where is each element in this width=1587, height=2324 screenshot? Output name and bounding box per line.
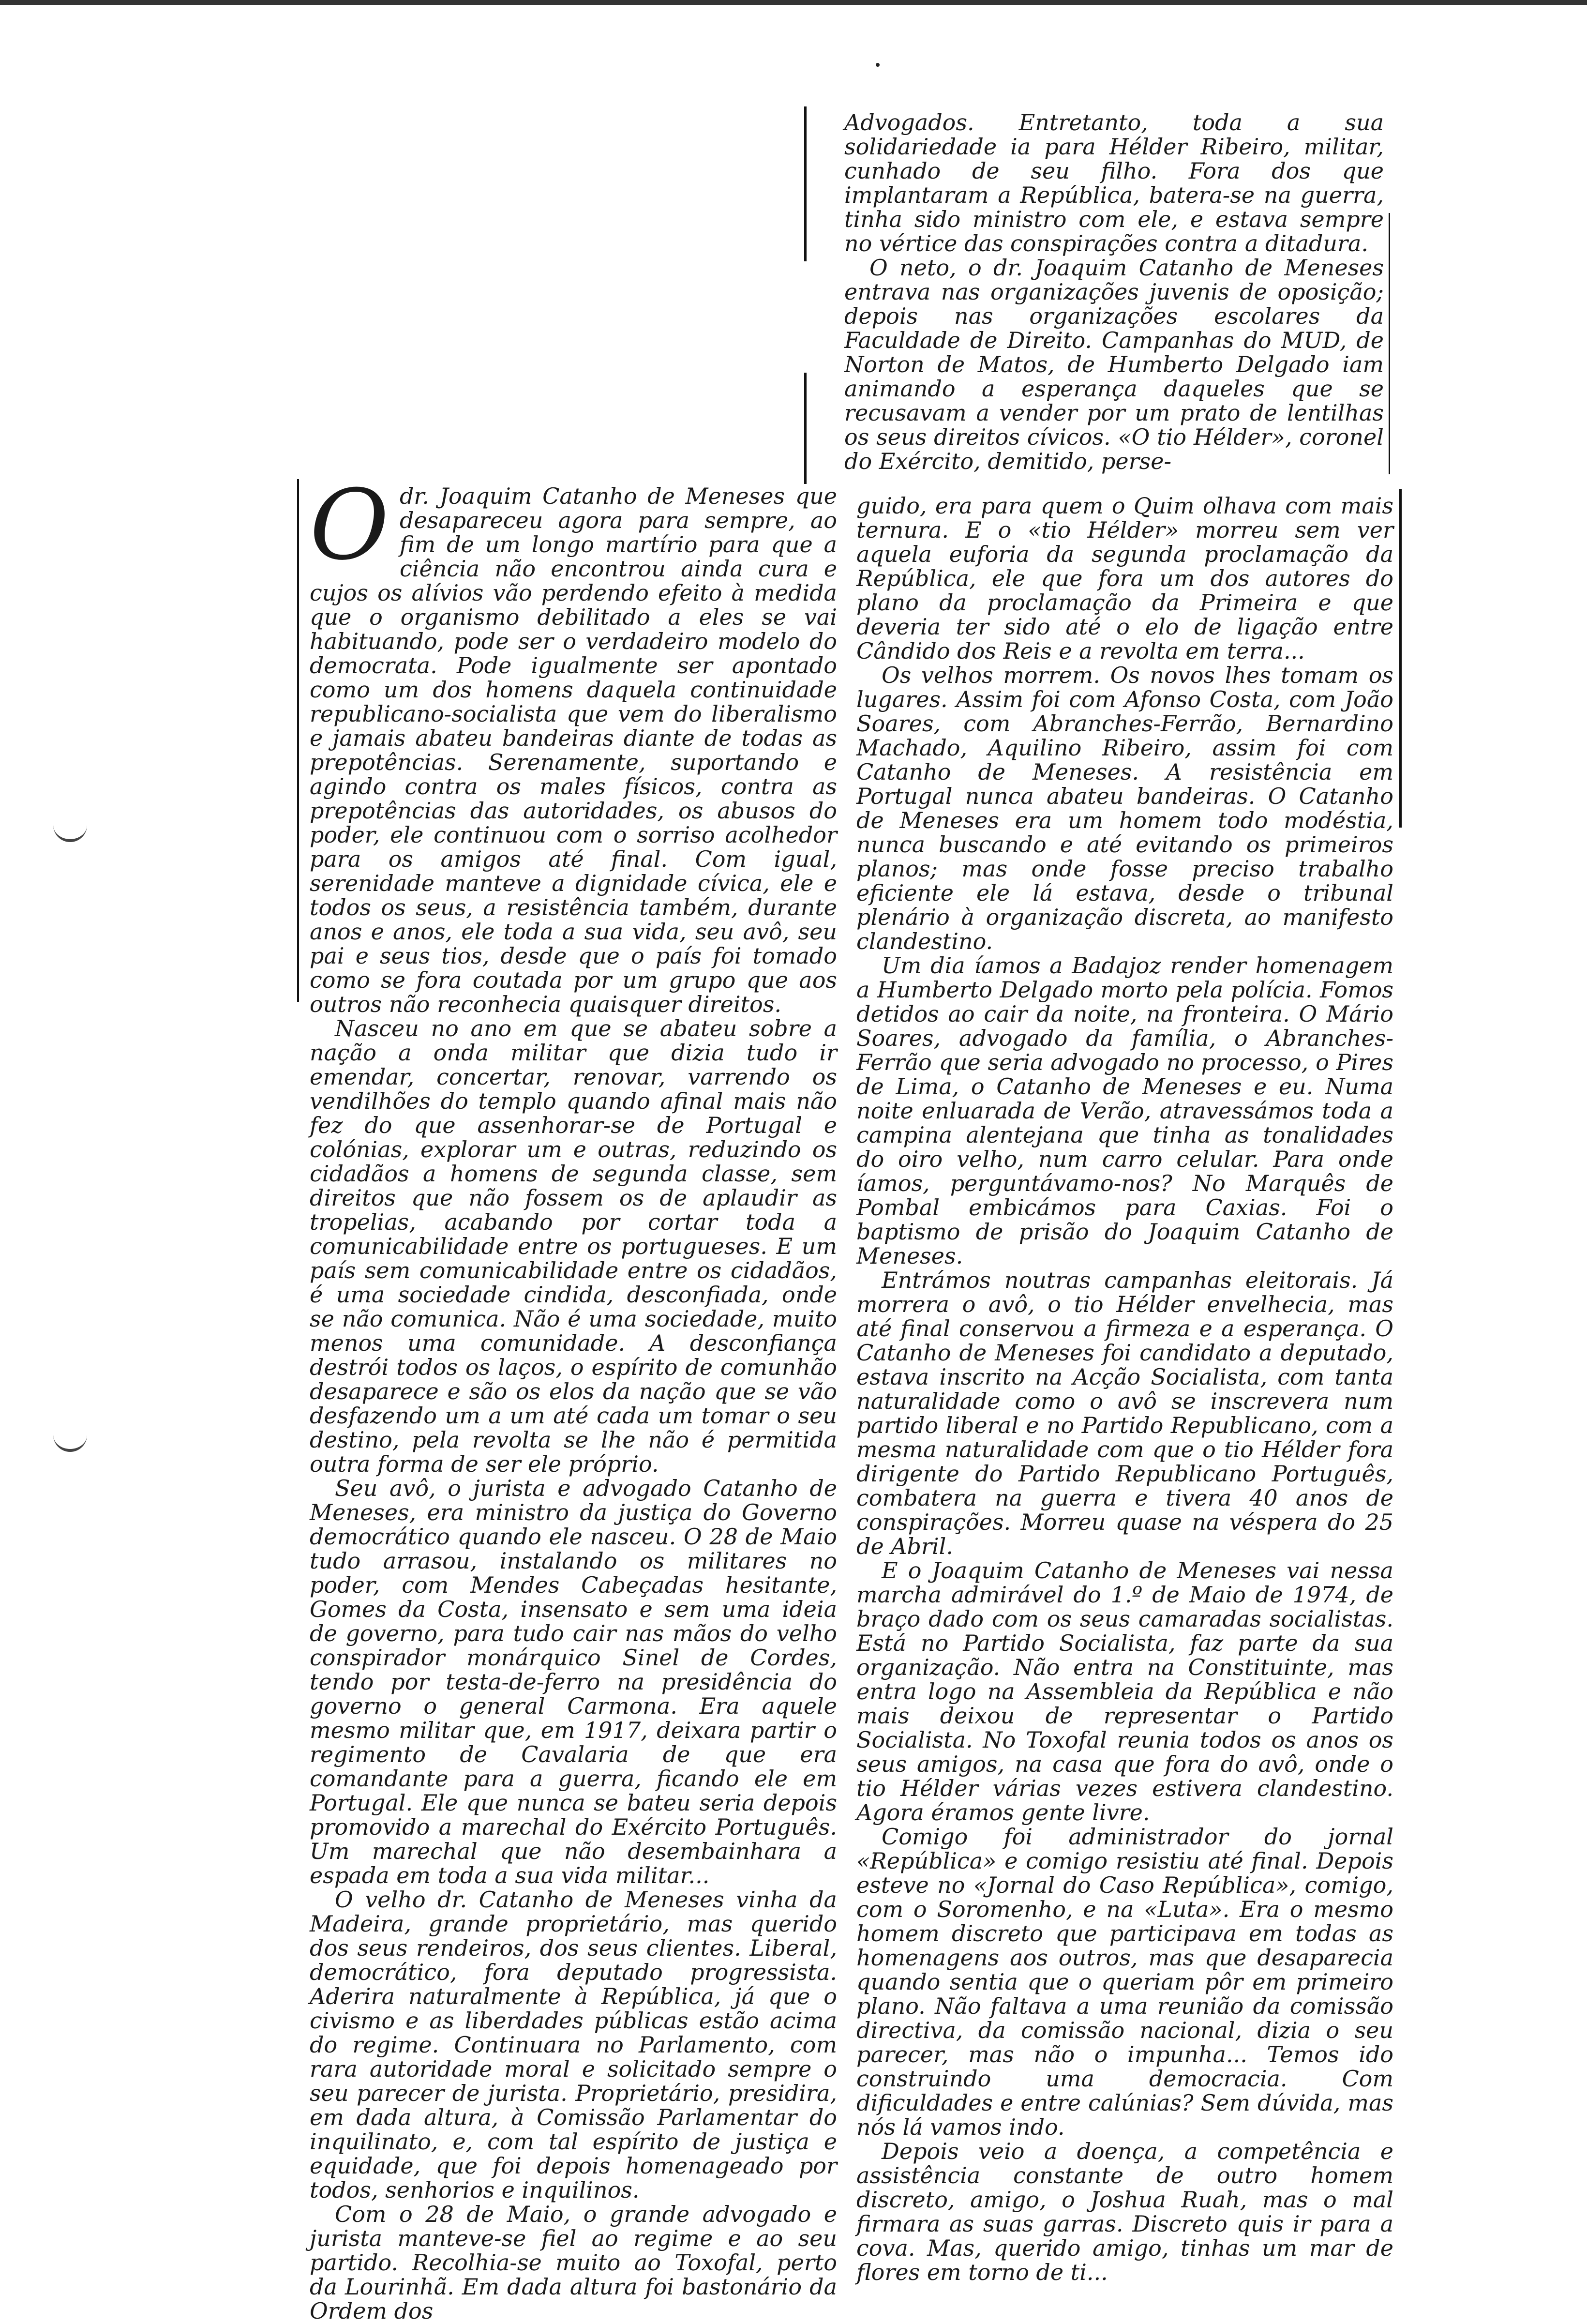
article-paragraph: Os velhos morrem. Os novos lhes tomam os lugares. Assim foi com Afonso Costa, com João Soares, com Abranches-Ferrão, Bernardino Machado, Aquilino Ribeiro, assim foi com Catanho de Meneses. A resistência em Portugal nunca abateu bandeiras. O Catanho de Meneses era um homem todo modéstia, nunca buscando e até evitando os primeiros planos; mas onde fosse preciso trabalho eficiente ele lá estava, desde o tribunal plenário à organização discreta, ao manifesto clandestino. (856, 662, 1393, 954)
article-paragraph: Odr. Joaquim Catanho de Meneses que desapareceu agora para sempre, ao fim de um longo martírio para que a ciência não encontrou ainda cura e cujos os alívios vão perdendo efeito à medida que o organismo debilitado a eles se vai habituando, pode ser o verdadeiro modelo do democrata. Pode igualmente ser apontado como um dos homens daquela continuidade republicano-socialista que vem do liberalismo e jamais abateu bandeiras diante de todas as prepotências. Serenamente, suportando e agindo contra os males físicos, contra as prepotências das autoridades, os abusos do poder, ele continuou com o sorriso acolhedor para os amigos até final. Com igual, serenidade manteve a dignidade cívica, ele e todos os seus, a resistência também, durante anos e anos, ele toda a sua vida, seu avô, seu pai e seus tios, desde que o país foi tomado como se fora coutada por um grupo que aos outros não reconhecia quaisquer direitos. (310, 469, 837, 1017)
article-right-column-top (844, 110, 1384, 473)
article-paragraph: Depois veio a doença, a competência e assistência constante de outro homem discreto, amigo, o Joshua Ruah, mas o mal firmara as suas garras. Discreto quis ir para a cova. Mas, querido amigo, tinhas um mar de flores em torno de ti... (856, 2138, 1393, 2285)
scan-mark-hook (53, 823, 87, 842)
article-paragraph: O velho dr. Catanho de Meneses vinha da Madeira, grande proprietário, mas querido dos seus rendeiros, dos seus clientes. Liberal, democrático, fora deputado progressista. Aderira naturalmente à República, já que o civismo e as liberdades públicas estão acima do regime. Continuara no Parlamento, com rara autoridade moral e solicitado sempre o seu parecer de jurista. Proprietário, presidira, em dada altura, à Comissão Parlamentar do inquilinato, e, com tal espírito de justiça e equidade, que foi depois homenageado por todos, senhorios e inquilinos. (310, 1886, 837, 2203)
scan-mark-hook (53, 1433, 87, 1452)
article-paragraph: Com o 28 de Maio, o grande advogado e jurista manteve-se fiel ao regime e ao seu partido. Recolhia-se muito ao Toxofal, perto da Lourinhã. Em dada altura foi bastonário da Ordem dos (310, 2201, 837, 2324)
scan-mark-dot (876, 63, 880, 67)
article-paragraph: Entrámos noutras campanhas eleitorais. Já morrera o avô, o tio Hélder envelhecia, mas até final conservou a firmeza e a esperança. O Catanho de Meneses foi candidato a deputado, estava inscrito na Acção Socialista, com tanta naturalidade como o avô se inscrevera num partido liberal e no Partido Republicano, com a mesma naturalidade com que o tio Hélder fora dirigente do Partido Republicano Português, combatera na guerra e tivera 40 anos de conspirações. Morreu quase na véspera do 25 de Abril. (856, 1267, 1393, 1559)
column-rule-right (1399, 489, 1402, 828)
column-rule-left (297, 479, 299, 1002)
drop-cap: O (310, 469, 389, 582)
article-paragraph: Nasceu no ano em que se abateu sobre a nação a onda militar que dizia tudo ir emendar, concertar, renovar, varrendo os vendilhões do templo quando afinal mais não fez do que assenhorar-se de Portugal e colónias, explorar um e outras, reduzindo os cidadãos a homens de segunda classe, sem direitos que não fossem os de aplaudir as tropelias, acabando por cortar toda a comunicabilidade entre os portugueses. E um país sem comunicabilidade entre os cidadãos, é uma sociedade cindida, desconfiada, onde se não comunica. Não é uma sociedade, muito menos uma comunidade. A desconfiança destrói todos os laços, o espírito de comunhão desaparece e são os elos da nação que se vão desfazendo um a um até cada um tomar o seu destino, pela revolta se lhe não é permitida outra forma de ser ele próprio. (310, 1015, 837, 1477)
article-paragraph: O neto, o dr. Joaquim Catanho de Meneses entrava nas organizações juvenis de oposição; depois nas organizações escolares da Faculdade de Direito. Campanhas do MUD, de Norton de Matos, de Humberto Delgado iam animando a esperança daqueles que se recusavam a vender por um prato de lentilhas os seus direitos cívicos. «O tio Hélder», coronel do Exército, demitido, perse- (844, 255, 1384, 474)
article-left-column (310, 469, 837, 2324)
article-paragraph: Comigo foi administrador do jornal «República» e comigo resistiu até final. Depois esteve no «Jornal do Caso República», comigo, com o Soromenho, e na «Luta». Era o mesmo homem discreto que participava em todas as homenagens aos outros, mas que desaparecia quando sentia que o queriam pôr em primeiro plano. Não faltava a uma reunião da comissão directiva, da comissão nacional, dizia o seu parecer, mas não o impunha... Temos ido construindo uma democracia. Com dificuldades e entre calúnias? Sem dúvida, mas nós lá vamos indo. (856, 1824, 1393, 2140)
column-rule-middle (804, 373, 807, 484)
article-paragraph: Seu avô, o jurista e advogado Catanho de Meneses, era ministro da justiça do Governo democrático quando ele nasceu. O 28 de Maio tudo arrasou, instalando os militares no poder, com Mendes Cabeçadas hesitante, Gomes da Costa, insensato e sem uma ideia de governo, para tudo cair nas mãos do velho conspirador monárquico Sinel de Cordes, tendo por testa-de-ferro na presidência do governo o general Carmona. Era aquele mesmo militar que, em 1917, deixara partir o regimento de Cavalaria de que era comandante para a guerra, ficando ele em Portugal. Ele que nunca se bateu seria depois promovido a marechal do Exército Português. Um marechal que não desembainhara a espada em toda a sua vida militar... (310, 1475, 837, 1888)
article-paragraph: Um dia íamos a Badajoz render homenagem a Humberto Delgado morto pela polícia. Fomos detidos ao cair da noite, na fronteira. O Mário Soares, advogado da família, o Abranches-Ferrão que seria advogado no processo, o Pires de Lima, o Catanho de Meneses e eu. Numa noite enluarada de Verão, atravessámos toda a campina alentejana que tinha as tonalidades do oiro velho, num carro celular. Para onde íamos, perguntávamo-nos? No Marquês de Pombal embicámos para Caxias. Foi o baptismo de prisão do Joaquim Catanho de Meneses. (856, 952, 1393, 1269)
top-border-line (0, 0, 1587, 5)
article-paragraph: E o Joaquim Catanho de Meneses vai nessa marcha admirável do 1.º de Maio de 1974, de braço dado com os seus camaradas socialistas. Está no Partido Socialista, faz parte da sua organização. Não entra na Constituinte, mas entra logo na Assembleia da República e não mais deixou de representar o Partido Socialista. No Toxofal reunia todos os anos os seus amigos, na casa que fora do avô, onde o tio Hélder várias vezes estivera clandestino. Agora éramos gente livre. (856, 1557, 1393, 1826)
article-right-column-bottom (856, 494, 1393, 2284)
article-paragraph: Advogados. Entretanto, toda a sua solidariedade ia para Hélder Ribeiro, militar, cunhado de seu filho. Fora dos que implantaram a República, batera-se na guerra, tinha sido ministro com ele, e estava sempre no vértice das conspirações contra a ditadura. (844, 109, 1384, 257)
article-paragraph: guido, era para quem o Quim olhava com mais ternura. E o «tio Hélder» morreu sem ver aquela euforia da segunda proclamação da República, ele que fora um dos autores do plano da proclamação da Primeira e que deveria ter sido até o elo de ligação entre Cândido dos Reis e a revolta em terra... (856, 493, 1393, 664)
column-rule-upper (804, 106, 807, 261)
column-rule-right-top (1389, 213, 1390, 474)
